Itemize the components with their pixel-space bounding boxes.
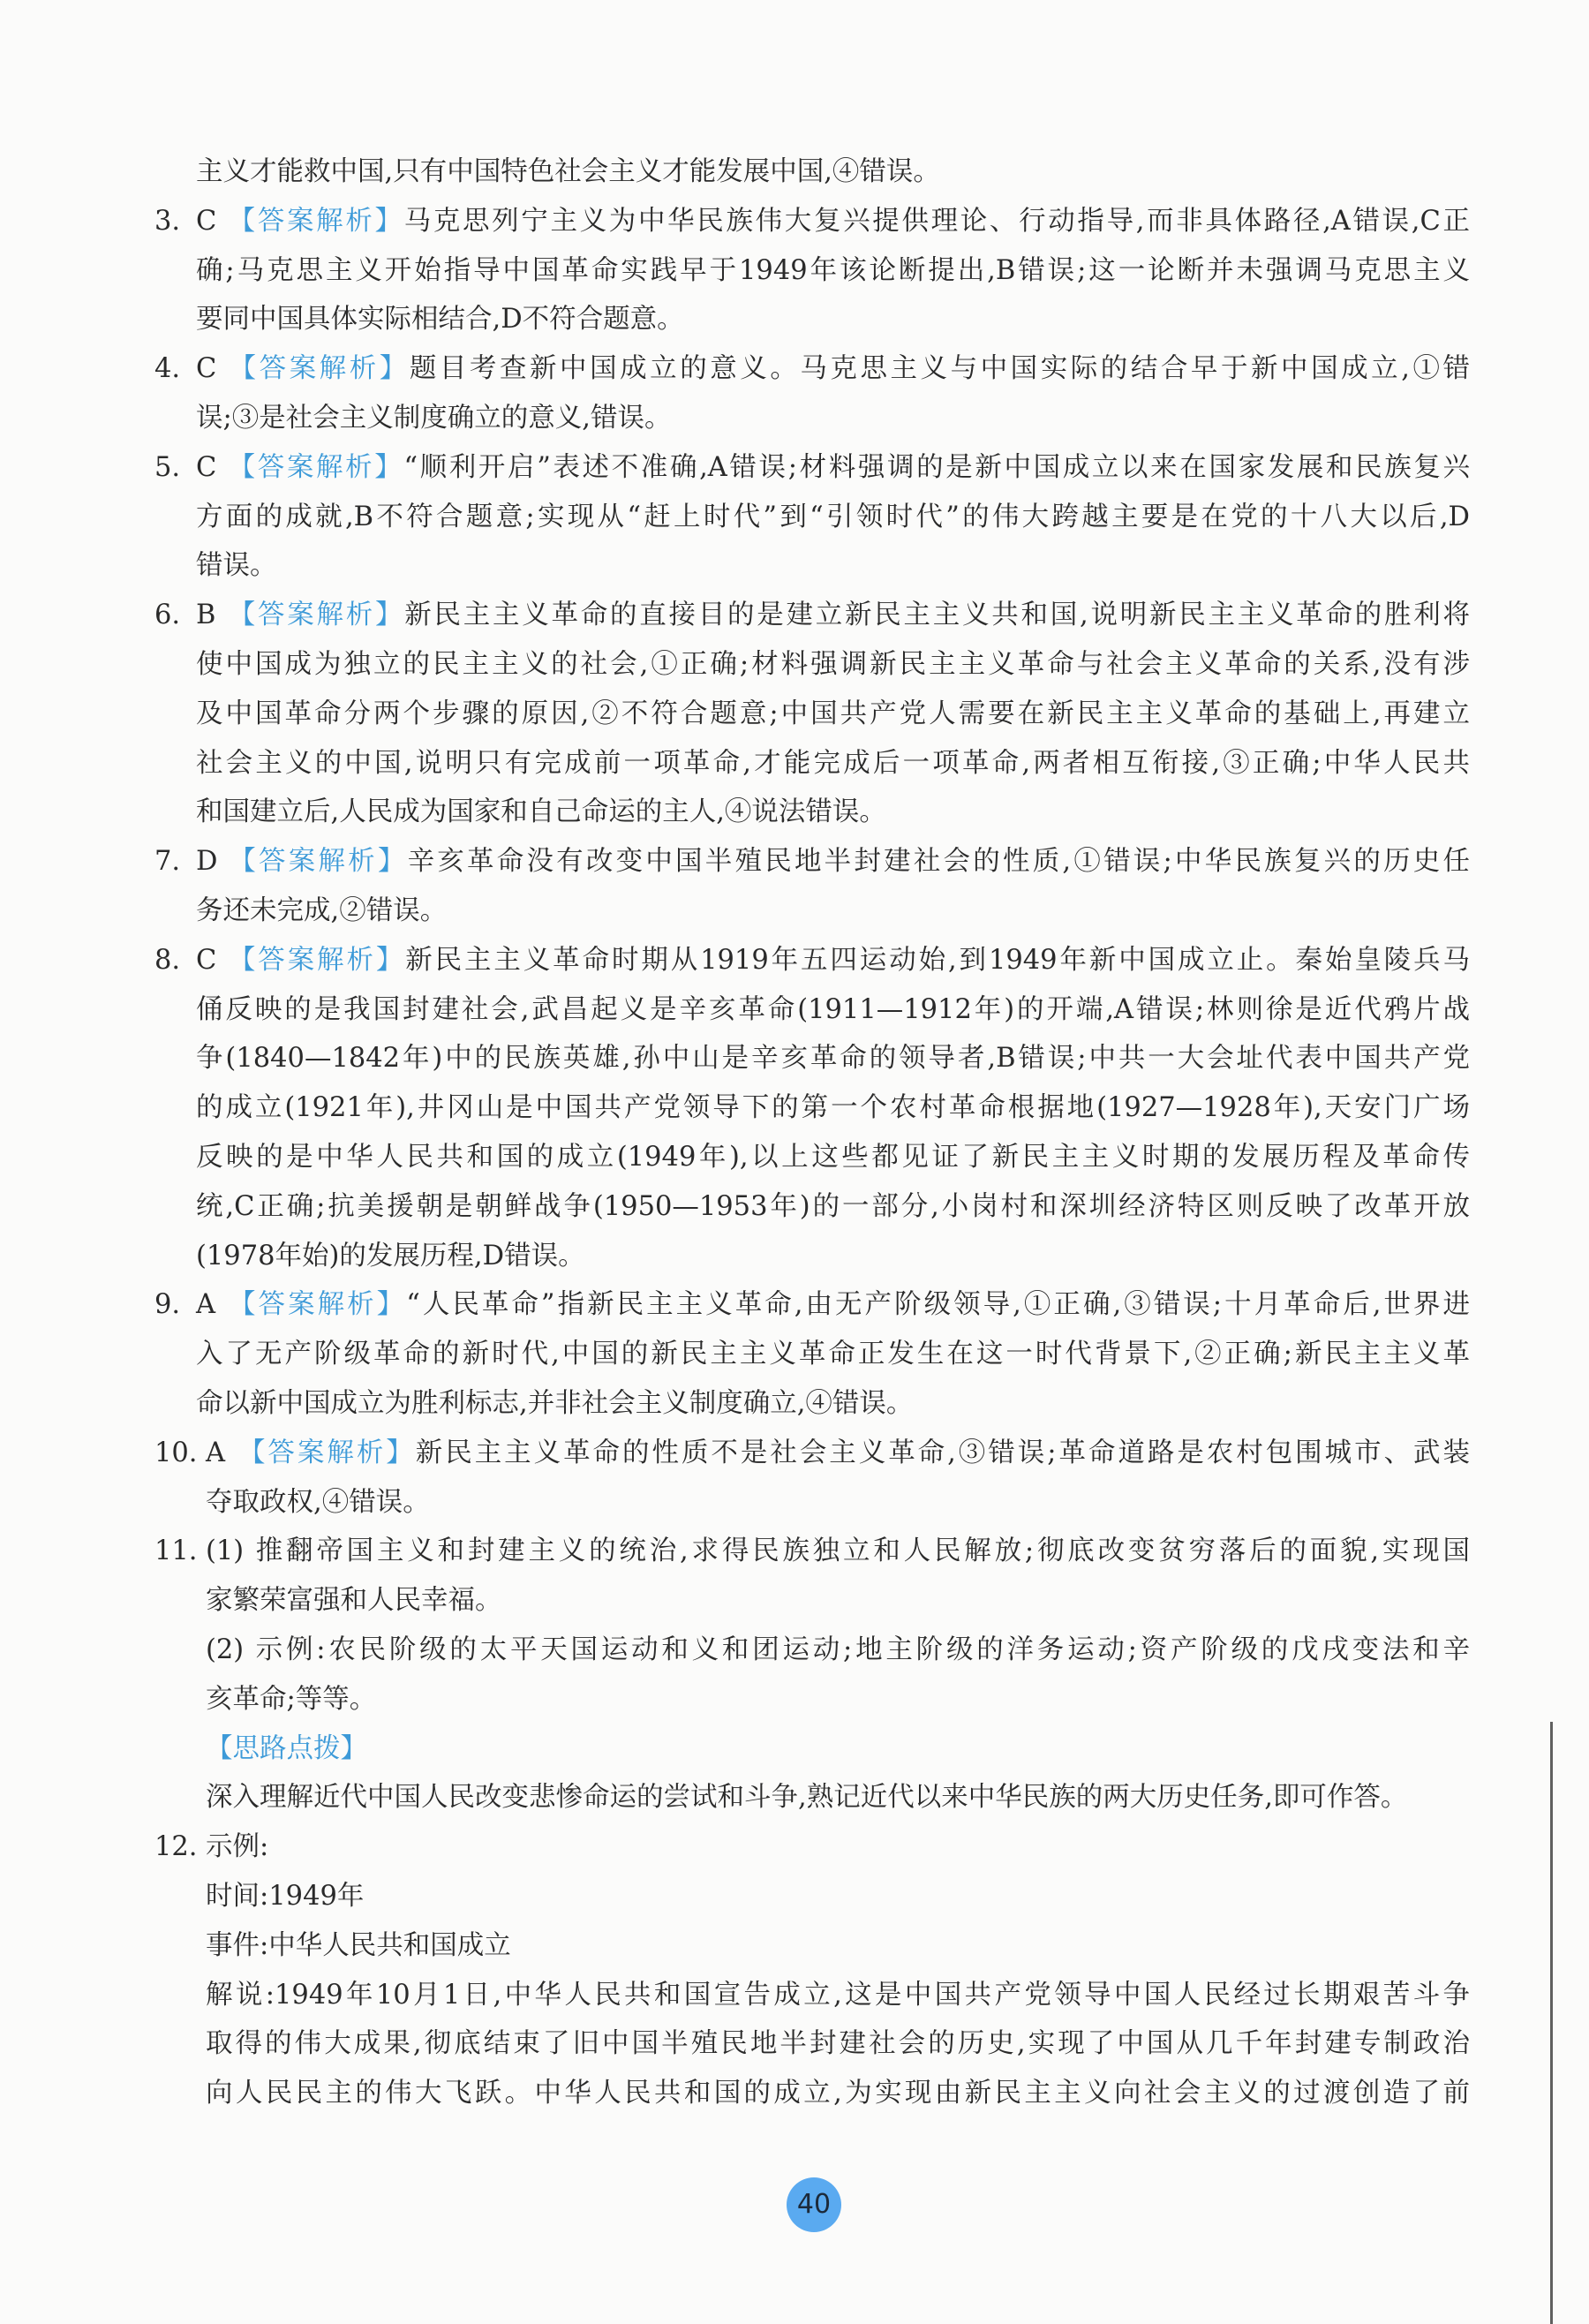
answer-line: [154, 591, 1470, 640]
question-number: 6.: [154, 600, 181, 631]
answer-line: [196, 493, 1470, 542]
answer-text: (2) 示例:农民阶级的太平天国运动和义和团运动;地主阶级的洋务运动;资产阶级的戊戌变法和辛: [206, 1634, 1470, 1665]
answer-line: [154, 1429, 1470, 1478]
answer-text: 时间:1949年: [206, 1881, 365, 1912]
answer-text: 新民主主义革命时期从1919年五四运动始,到1949年新中国成立止。秦始皇陵兵马: [405, 944, 1470, 976]
answer-text: 误;③是社会主义制度确立的意义,错误。: [196, 403, 672, 434]
answer-line: [206, 1576, 1470, 1626]
answer-text: (1978年始)的发展历程,D错误。: [196, 1240, 585, 1271]
answer-choice: C: [196, 451, 217, 483]
answer-line: [196, 788, 1470, 837]
scan-edge-shadow: [1550, 1722, 1553, 2324]
question-number: 8.: [154, 944, 181, 976]
answer-line: [196, 147, 1470, 197]
answer-text: (1) 推翻帝国主义和封建主义的统治,求得民族独立和人民解放;彻底改变贫穷落后的面貌,实现国: [206, 1536, 1470, 1567]
answer-line: [196, 1034, 1470, 1083]
answer-text: 事件:中华人民共和国成立: [206, 1929, 511, 1961]
answer-line: [196, 1379, 1470, 1429]
answer-line: [196, 887, 1470, 936]
answer-line: [196, 541, 1470, 591]
answer-text: 命以新中国成立为胜利标志,并非社会主义制度确立,④错误。: [196, 1388, 914, 1419]
analysis-tag: 【答案解析】: [226, 944, 406, 976]
answer-line: [196, 1330, 1470, 1379]
answer-line: [196, 1182, 1470, 1232]
answer-line: [196, 1083, 1470, 1133]
answer-text: 务还未完成,②错误。: [196, 895, 448, 926]
answer-choice: B: [196, 600, 216, 631]
answer-text: 夺取政权,④错误。: [206, 1486, 430, 1518]
answer-line: [206, 1872, 1470, 1921]
answer-line: [154, 837, 1470, 887]
answer-text: 马克思列宁主义为中华民族伟大复兴提供理论、行动指导,而非具体路径,A错误,C正: [403, 205, 1470, 237]
answer-line: [206, 1971, 1470, 2020]
answer-line: [206, 1773, 1470, 1822]
answer-text: 入了无产阶级革命的新时代,中国的新民主主义革命正发生在这一时代背景下,②正确;新民主主义革: [196, 1339, 1470, 1370]
answer-line: [196, 246, 1470, 296]
answer-text: 家繁荣富强和人民幸福。: [206, 1585, 502, 1617]
answer-line: [206, 1478, 1470, 1528]
answer-text: 错误。: [196, 550, 277, 582]
analysis-tag: 【答案解析】: [226, 451, 404, 483]
answer-text: 取得的伟大成果,彻底结束了旧中国半殖民地半封建社会的历史,实现了中国从几千年封建专制政治: [206, 2028, 1470, 2060]
analysis-tag: 【答案解析】: [226, 846, 408, 878]
analysis-tag: 【答案解析】: [226, 1289, 407, 1321]
answer-line: [196, 295, 1470, 344]
answer-text: 争(1840—1842年)中的民族英雄,孙中山是辛亥革命的领导者,B错误;中共一大会址代表中国共产党: [196, 1043, 1470, 1075]
answer-line: [196, 640, 1470, 690]
answer-line: [196, 985, 1470, 1035]
answer-text: 深入理解近代中国人民改变悲惨命运的尝试和斗争,熟记近代以来中华民族的两大历史任务,即可作答。: [206, 1782, 1408, 1814]
question-number: 7.: [154, 846, 181, 878]
answer-text: 反映的是中华人民共和国的成立(1949年),以上这些都见证了新民主主义时期的发展历程及革命传: [196, 1142, 1470, 1173]
question-number: 3.: [154, 205, 181, 237]
answer-text: 及中国革命分两个步骤的原因,②不符合题意;中国共产党人需要在新民主主义革命的基础上,再建立: [196, 698, 1470, 729]
answer-text: 示例:: [206, 1831, 269, 1863]
answer-text: 新民主主义革命的直接目的是建立新民主主义共和国,说明新民主主义革命的胜利将: [404, 600, 1470, 631]
answer-text: 统,C正确;抗美援朝是朝鲜战争(1950—1953年)的一部分,小岗村和深圳经济特区则反映了改革开放: [196, 1190, 1470, 1222]
answer-text: 解说:1949年10月1日,中华人民共和国宣告成立,这是中国共产党领导中国人民经过长期艰苦斗争: [206, 1979, 1470, 2011]
analysis-tag: 【答案解析】: [226, 353, 410, 385]
answer-text: 俑反映的是我国封建社会,武昌起义是辛亥革命(1911—1912年)的开端,A错误;林则徐是近代鸦片战: [196, 993, 1470, 1025]
answer-line: [154, 936, 1470, 985]
answer-text: 向人民民主的伟大飞跃。中华人民共和国的成立,为实现由新民主主义向社会主义的过渡创造了前: [206, 2078, 1470, 2109]
answer-line: [154, 197, 1470, 246]
answer-line: [196, 739, 1470, 788]
answer-line: [154, 443, 1470, 493]
answer-line: [206, 2069, 1470, 2118]
answer-choice: C: [196, 944, 217, 976]
answer-text: 主义才能救中国,只有中国特色社会主义才能发展中国,④错误。: [196, 156, 940, 187]
analysis-tag: 【答案解析】: [236, 1437, 416, 1468]
question-number: 11.: [154, 1536, 198, 1567]
answer-line: [154, 1822, 1470, 1872]
answer-text: 确;马克思主义开始指导中国革命实践早于1949年该论断提出,B错误;这一论断并未强调马克思主义: [196, 254, 1470, 286]
answer-choice: A: [196, 1289, 216, 1321]
answer-line: [196, 690, 1470, 739]
hint-tag: 【思路点拨】: [206, 1732, 367, 1764]
answer-line: [196, 1232, 1470, 1281]
answer-text: 辛亥革命没有改变中国半殖民地半封建社会的性质,①错误;中华民族复兴的历史任: [407, 846, 1470, 878]
question-number: 5.: [154, 451, 181, 483]
answer-line: [206, 2019, 1470, 2069]
answer-text: 方面的成就,B不符合题意;实现从“赶上时代”到“引领时代”的伟大跨越主要是在党的十八大以后,D: [196, 501, 1470, 532]
question-number: 10.: [154, 1437, 198, 1468]
answer-line: [154, 1527, 1470, 1576]
answer-choice: A: [206, 1437, 226, 1468]
answer-text: 和国建立后,人民成为国家和自己命运的主人,④说法错误。: [196, 796, 886, 828]
analysis-tag: 【答案解析】: [226, 600, 405, 631]
question-number: 9.: [154, 1289, 181, 1321]
answer-text: 新民主主义革命的性质不是社会主义革命,③错误;革命道路是农村包围城市、武装: [415, 1437, 1470, 1468]
answer-text: 社会主义的中国,说明只有完成前一项革命,才能完成后一项革命,两者相互衔接,③正确;中华人民共: [196, 747, 1470, 779]
answer-line: [154, 344, 1470, 394]
answer-line: [206, 1626, 1470, 1675]
question-number: 12.: [154, 1831, 198, 1863]
answer-choice: C: [196, 353, 217, 385]
answer-text: 要同中国具体实际相结合,D不符合题意。: [196, 304, 684, 336]
answer-text: 使中国成为独立的民主主义的社会,①正确;材料强调新民主主义革命与社会主义革命的关系,没有涉: [196, 649, 1470, 680]
answer-choice: D: [196, 846, 218, 878]
answer-text: “顺利开启”表述不准确,A错误;材料强调的是新中国成立以来在国家发展和民族复兴: [403, 451, 1470, 483]
answer-choice: C: [196, 205, 217, 237]
analysis-tag: 【答案解析】: [226, 205, 404, 237]
answer-text: 的成立(1921年),井冈山是中国共产党领导下的第一个农村革命根据地(1927—1928年),天安门广场: [196, 1092, 1470, 1124]
answer-line: [154, 1280, 1470, 1330]
answer-line: [206, 1675, 1470, 1724]
answer-line: [196, 1133, 1470, 1182]
answer-line: [196, 394, 1470, 443]
question-number: 4.: [154, 353, 181, 385]
answer-line: [206, 1921, 1470, 1971]
answer-text: 亥革命;等等。: [206, 1683, 377, 1715]
answer-line: [206, 1724, 1470, 1774]
page-number-badge: 40: [787, 2177, 841, 2232]
answer-text: 题目考查新中国成立的意义。马克思主义与中国实际的结合早于新中国成立,①错: [409, 353, 1470, 385]
answer-text: “人民革命”指新民主主义革命,由无产阶级领导,①正确,③错误;十月革命后,世界进: [406, 1289, 1470, 1321]
